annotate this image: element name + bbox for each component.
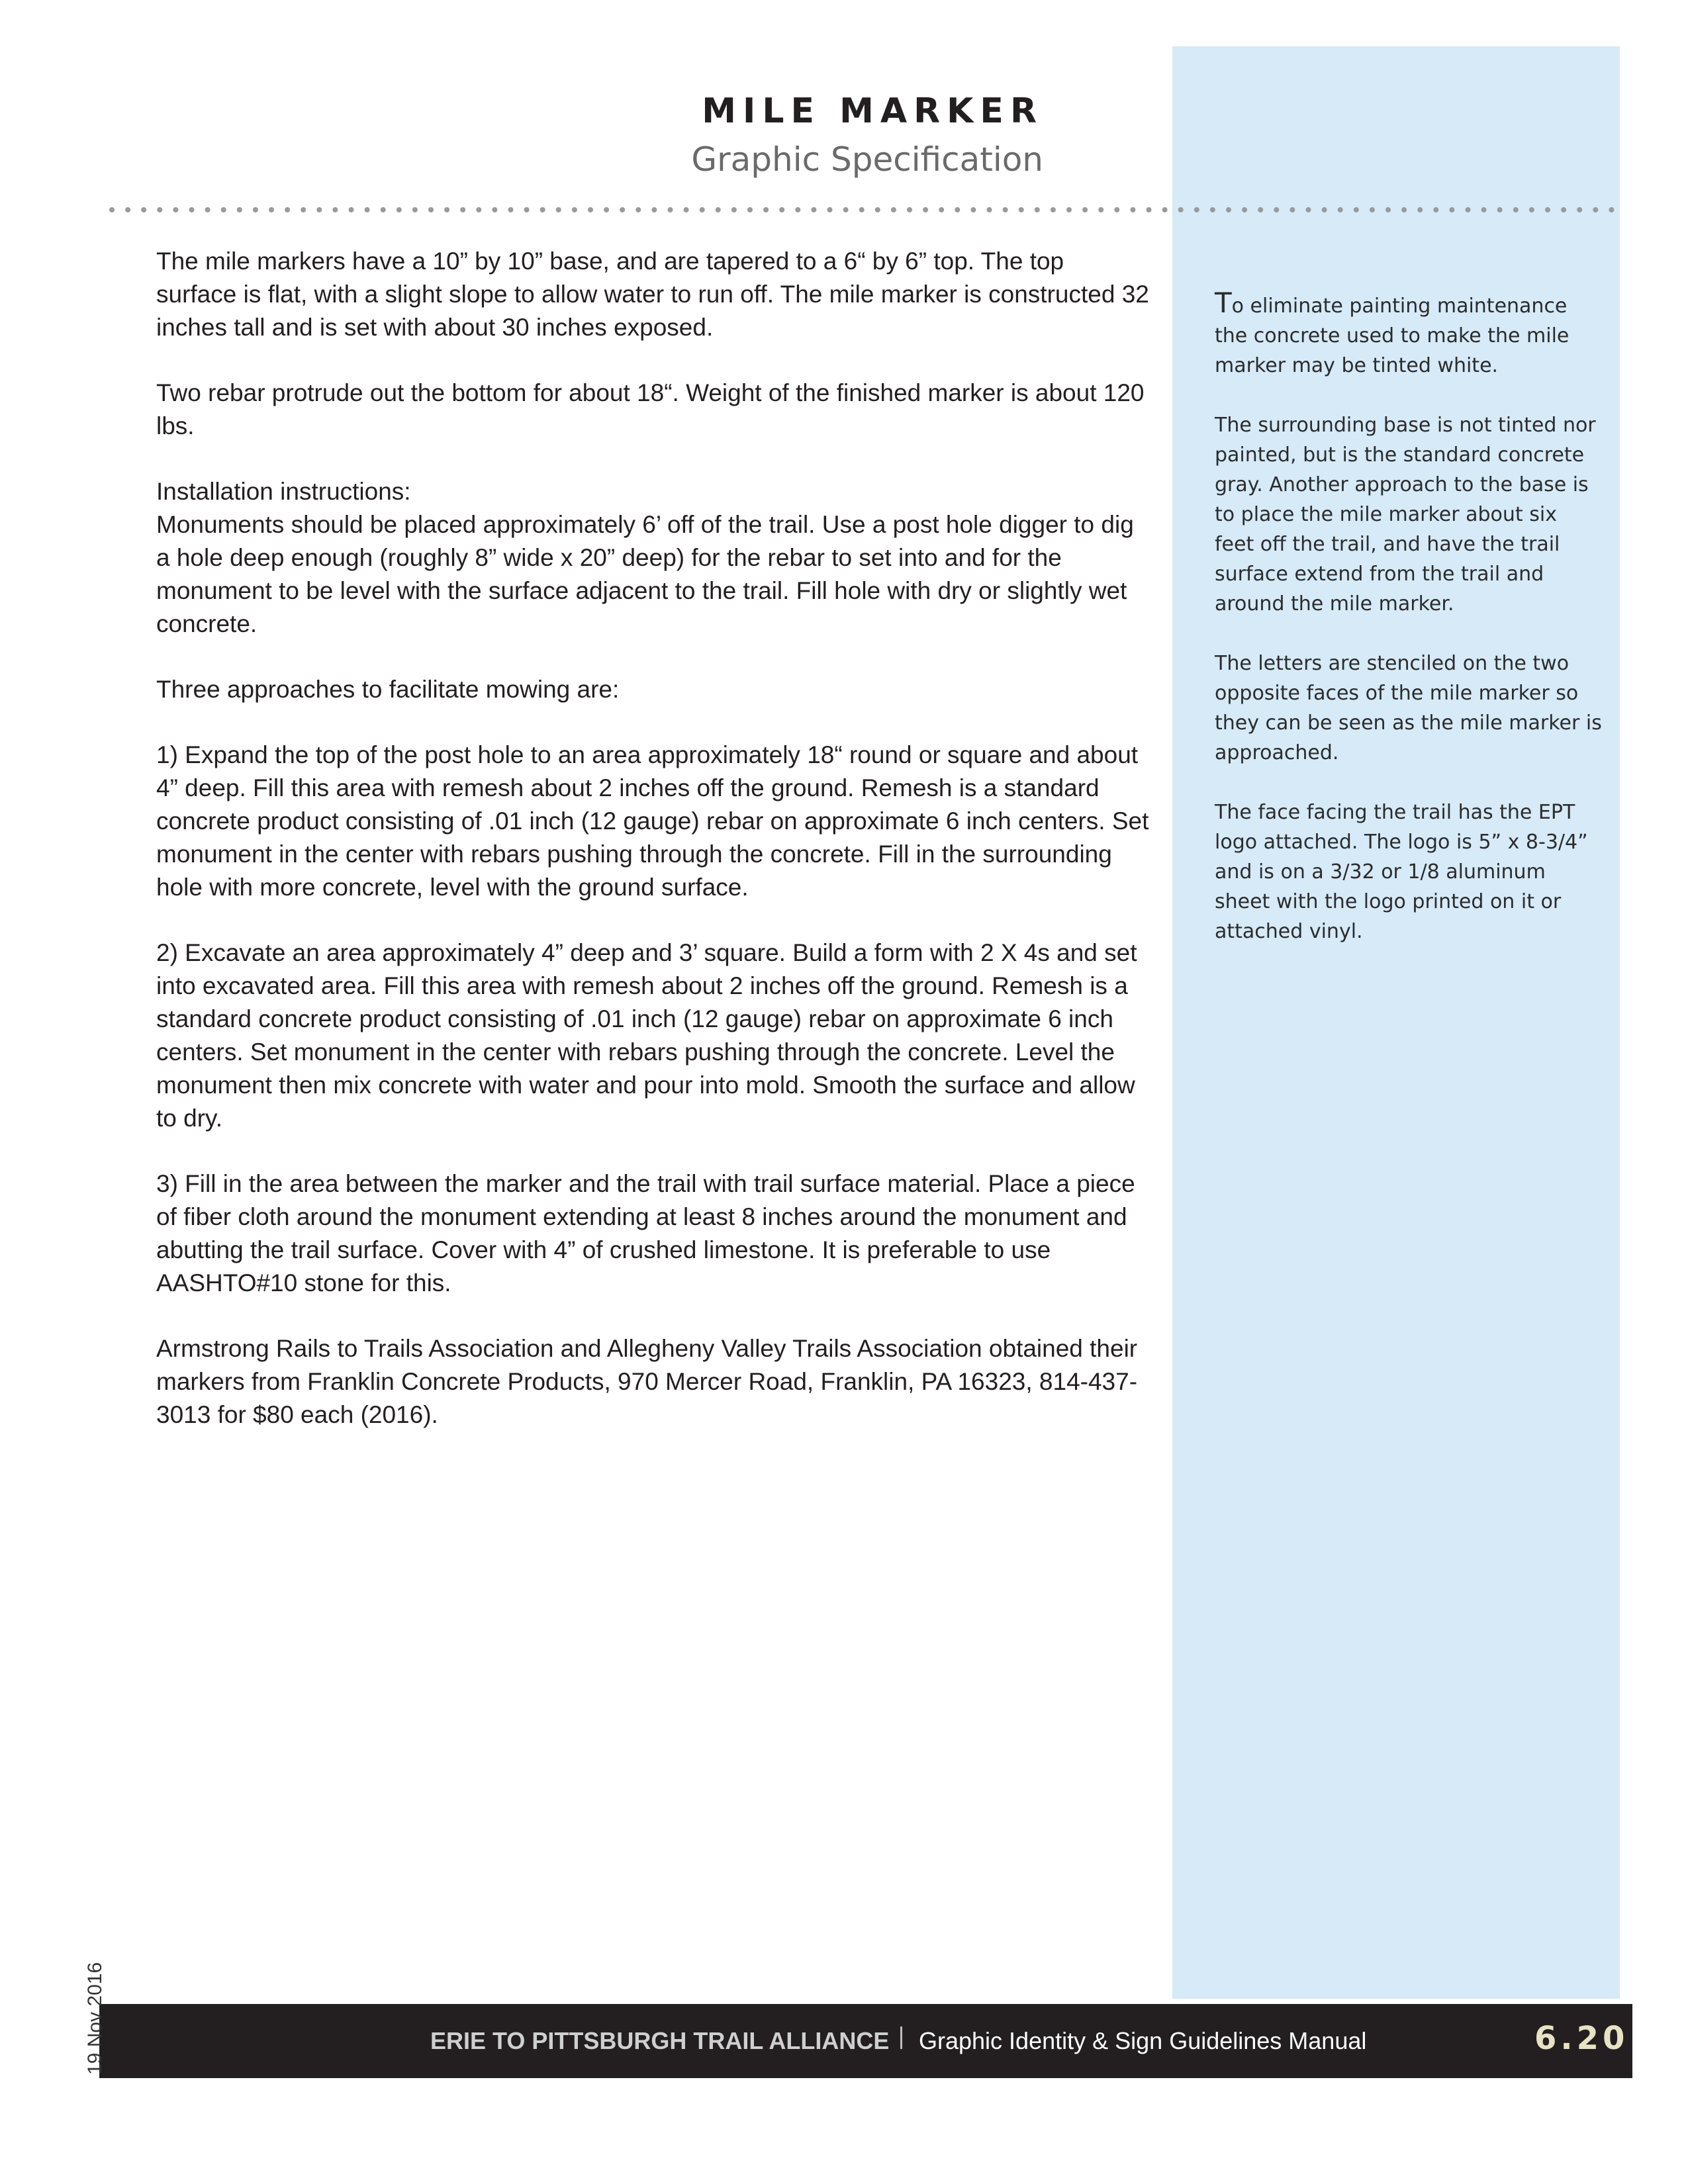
main-body (156, 245, 1149, 1464)
sidebar-paragraph: The surrounding base is not tinted nor painted, but is the standard concrete gray. Another approach to the base is to place the mile marker about six feet off the trail, and have the trail surface extend from the trail and around the mile marker. (1215, 414, 1596, 615)
dotted-divider (108, 206, 1630, 214)
footer-separator (900, 2026, 902, 2049)
sidebar-paragraph (1215, 288, 1602, 381)
page-number: 6.20 (1534, 2020, 1629, 2057)
sidebar-paragraph-text: o eliminate painting maintenance the concrete used to make the mile marker may be tinted white. (1215, 295, 1570, 377)
page-subtitle: Graphic Specification (691, 140, 1043, 179)
body-paragraph: Two rebar protrude out the bottom for about 18“. Weight of the finished marker is about 120 lbs. (156, 379, 1145, 439)
footer-manual-title: Graphic Identity & Sign Guidelines Manual (919, 2027, 1367, 2054)
body-paragraph: 1) Expand the top of the post hole to an area approximately 18“ round or square and about 4” deep. Fill this area with remesh about 2 inches off the ground. Remesh is a standard concrete product consisting of .01 inch (12 gauge) rebar on approximate 6 inch centers. Set monument in the center with rebars pushing through the concrete. Fill in the surrounding hole with more concrete, level with the ground surface. (156, 741, 1149, 901)
sidebar-paragraph: The letters are stenciled on the two opposite faces of the mile marker so they can be seen as the mile marker is approached. (1215, 652, 1602, 764)
footer-organization: ERIE TO PITTSBURGH TRAIL ALLIANCE (430, 2027, 890, 2054)
body-paragraph: Armstrong Rails to Trails Association and Allegheny Valley Trails Association obtained their markers from Franklin Concrete Products, 970 Mercer Road, Franklin, PA 16323, 814-437-3013 for $80 each (2016). (156, 1335, 1138, 1428)
sidebar-paragraph: The face facing the trail has the EPT logo attached. The logo is 5” x 8-3/4” and is on a 3/32 or 1/8 aluminum sheet with the logo printed on it or attached vinyl. (1215, 801, 1588, 943)
sidebar-notes (1215, 288, 1602, 976)
revision-date: 19 Nov 2016 (84, 1962, 106, 2075)
installation-heading: Installation instructions: (156, 478, 411, 505)
body-paragraph: 3) Fill in the area between the marker and the trail with trail surface material. Place a piece of fiber cloth around the monument extending at least 8 inches around the monument and abutting the trail surface. Cover with 4” of crushed limestone. It is preferable to use AASHTO#10 stone for this. (156, 1170, 1135, 1297)
body-paragraph: 2) Excavate an area approximately 4” deep and 3’ square. Build a form with 2 X 4s and set into excavated area. Fill this area with remesh about 2 inches off the ground. Remesh is a standard concrete product consisting of .01 inch (12 gauge) rebar on approximate 6 inch centers. Set monument in the center with rebars pushing through the concrete. Level the monument then mix concrete with water and pour into mold. Smooth the surface and allow to dry. (156, 939, 1137, 1132)
drop-cap: T (1215, 287, 1232, 319)
body-paragraph: The mile markers have a 10” by 10” base, and are tapered to a 6“ by 6” top. The top surface is flat, with a slight slope to allow water to run off. The mile marker is constructed 32 inches tall and is set with about 30 inches exposed. (156, 248, 1149, 341)
body-paragraph: Monuments should be placed approximately 6’ off of the trail. Use a post hole digger to dig a hole deep enough (roughly 8” wide x 20” deep) for the rebar to set into and for the monument to be level with the surface adjacent to the trail. Fill hole with dry or slightly wet concrete. (156, 511, 1134, 637)
body-paragraph: Three approaches to facilitate mowing are: (156, 676, 620, 703)
page-title: MILE MARKER (702, 91, 1043, 131)
